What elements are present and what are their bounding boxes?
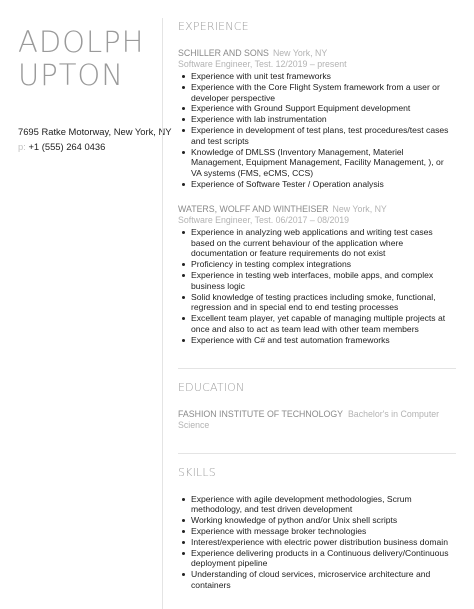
list-item: Interest/experience with electric power distribution business domain xyxy=(178,537,456,548)
job-entry xyxy=(178,48,456,190)
candidate-name xyxy=(18,26,168,92)
job-company: WATERS, WOLFF AND WINTHEISER xyxy=(178,203,329,214)
job-location: New York, NY xyxy=(332,203,387,214)
list-item: Experience with the Core Flight System framework from a user or developer perspective xyxy=(178,82,456,104)
address: 7695 Ratke Motorway, New York, NY xyxy=(18,126,172,137)
education-entry xyxy=(178,409,456,431)
job-company: SCHILLER AND SONS xyxy=(178,48,269,58)
phone-number: +1 (555) 264 0436 xyxy=(28,141,106,152)
list-item: Solid knowledge of testing practices including smoke, functional, regression and in special end to end testing processes xyxy=(178,292,456,314)
list-item: Working knowledge of python and/or Unix shell scripts xyxy=(178,515,456,526)
job-header xyxy=(178,48,456,59)
list-item: Experience with unit test frameworks xyxy=(178,71,456,82)
section-divider xyxy=(178,453,456,454)
section-divider xyxy=(178,368,456,369)
list-item: Experience with agile development methodologies, Scrum methodology, and test driven development xyxy=(178,494,456,516)
phone-line xyxy=(18,139,168,154)
job-role-dates: Software Engineer, Test. 12/2019 – present xyxy=(178,59,347,69)
education-school: FASHION INSTITUTE OF TECHNOLOGY xyxy=(178,408,344,419)
left-column xyxy=(18,25,172,154)
phone-label: p: xyxy=(18,141,26,152)
job-header xyxy=(178,204,456,215)
list-item: Proficiency in testing complex integrations xyxy=(178,259,456,270)
job-bullets xyxy=(178,227,456,346)
list-item: Experience of Software Tester / Operation analysis xyxy=(178,179,456,190)
job-bullets xyxy=(178,71,456,190)
column-divider xyxy=(162,18,163,609)
experience-title: EXPERIENCE xyxy=(178,20,249,33)
list-item: Excellent team player, yet capable of managing multiple projects at once and also to act as team lead with other team members xyxy=(178,313,456,335)
list-item: Experience with lab instrumentation xyxy=(178,114,456,125)
job-entry xyxy=(178,204,456,346)
list-item: Experience in development of test plans, test procedures/test cases and test scripts xyxy=(178,125,456,147)
skills-title: SKILLS xyxy=(178,465,216,479)
skills-list xyxy=(178,494,456,591)
list-item: Experience with Ground Support Equipment development xyxy=(178,103,456,114)
last-name: UPTON xyxy=(18,58,124,92)
list-item: Experience in analyzing web applications and writing test cases based on the current behaviour of the application where documentation or feature requirements do not exist xyxy=(178,227,456,259)
list-item: Experience delivering products in a Continuous delivery/Continuous deployment pipeline xyxy=(178,548,456,570)
list-item: Understanding of cloud services, microservice architecture and containers xyxy=(178,569,456,591)
contact-block xyxy=(18,124,172,154)
list-item: Experience with C# and test automation frameworks xyxy=(178,335,456,346)
list-item: Knowledge of DMLSS (Inventory Management, Materiel Management, Equipment Management, Facility Management, ), or VA systems (FMS, eCMS, CCS) xyxy=(178,147,456,179)
right-column xyxy=(178,20,456,591)
job-location: New York, NY xyxy=(272,48,328,58)
first-name: ADOLPH xyxy=(18,25,145,59)
education-degree: Bachelor's in Computer Science xyxy=(178,408,440,430)
education-title: EDUCATION xyxy=(178,380,245,394)
list-item: Experience in testing web interfaces, mobile apps, and complex business logic xyxy=(178,270,456,292)
list-item: Experience with message broker technologies xyxy=(178,526,456,537)
job-role-dates: Software Engineer, Test. 06/2017 – 08/2019 xyxy=(178,214,350,225)
